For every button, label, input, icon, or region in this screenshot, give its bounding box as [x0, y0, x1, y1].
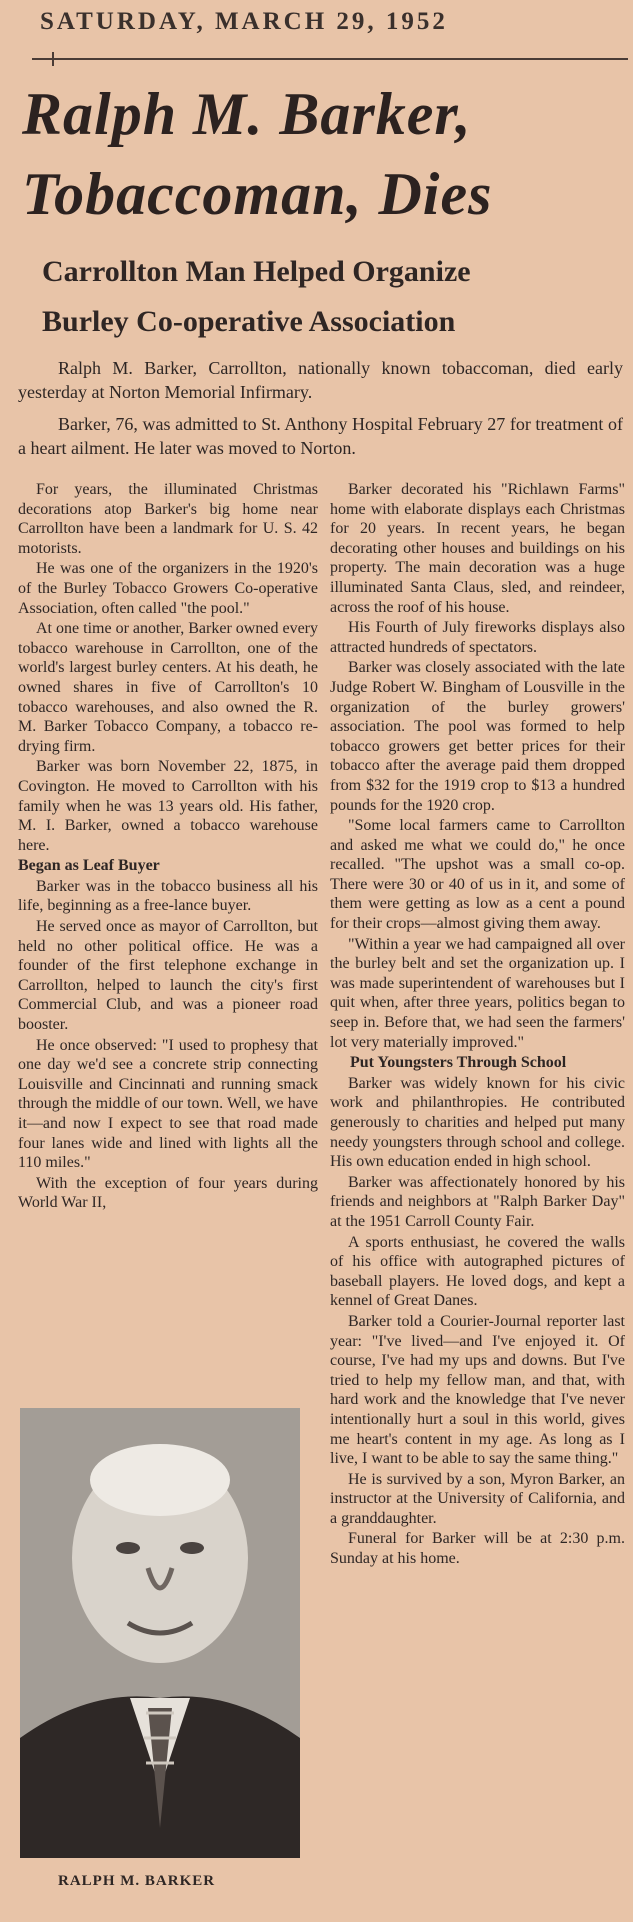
article-paragraph: "Within a year we had campaigned all over the burley belt and set the organization up. I was made superintendent of warehouses but I quit when, after three years, politics began to seep in. Before that, we had seen the farmers' lot very materially improved.": [330, 935, 625, 1051]
article-paragraph: He once observed: "I used to prophesy that one day we'd see a concrete strip connecting Louisville and Cincinnati and running smack through the middle of our town. Well, we have it—and now I expect to see that road made four lanes wide and lined with lights all the 110 miles.": [18, 1036, 318, 1172]
left-column: [18, 480, 318, 1214]
article-paragraph: He served once as mayor of Carrollton, but held no other political office. He was a founder of the first telephone exchange in Carrollton, helped to launch the city's first Commercial Club, and was a pioneer road booster.: [18, 918, 318, 1034]
article-paragraph: A sports enthusiast, he covered the walls of his office with autographed pictures of baseball players. He loved dogs, and kept a kennel of Great Danes.: [330, 1233, 625, 1310]
article-paragraph: "Some local farmers came to Carrollton and asked me what we could do," he once recalled. "The upshot was a small co-op. There were 30 or 40 of us in it, and some of them were getting as low as a cent a pound for their crops—almost giving them away.: [330, 817, 625, 933]
dateline: SATURDAY, MARCH 29, 1952: [40, 8, 448, 35]
section-heading: Put Youngsters Through School: [350, 1054, 567, 1072]
right-column: [330, 480, 625, 1570]
headline-line-1: Ralph M. Barker,: [22, 81, 472, 147]
lead-paragraph: Ralph M. Barker, Carrollton, nationally known tobaccoman, died early yesterday at Norton Memorial Infirmary.: [18, 358, 623, 402]
lead-paragraphs: [18, 356, 623, 468]
article-paragraph: Funeral for Barker will be at 2:30 p.m. Sunday at his home.: [330, 1530, 625, 1568]
section-heading: Began as Leaf Buyer: [18, 857, 160, 875]
lead-paragraph: Barker, 76, was admitted to St. Anthony Hospital February 27 for treatment of a heart ailment. He later was moved to Norton.: [18, 414, 623, 458]
headline-line-2: Tobaccoman, Dies: [22, 161, 493, 227]
article-paragraph: Barker decorated his "Richlawn Farms" home with elaborate displays each Christmas for 20 years. In recent years, he began decorating other houses and buildings on his property. The main decoration was a huge illuminated Santa Claus, sled, and reindeer, across the roof of his house.: [330, 481, 625, 616]
portrait-photo: [20, 1408, 300, 1858]
article-paragraph: Barker was born November 22, 1875, in Covington. He moved to Carrollton with his family when he was 13 years old. His father, M. I. Barker, owned a tobacco warehouse here.: [18, 758, 318, 854]
article-paragraph: His Fourth of July fireworks displays also attracted hundreds of spectators.: [330, 619, 625, 656]
article-paragraph: For years, the illuminated Christmas decorations atop Barker's big home near Carrollton have been a landmark for U. S. 42 motorists.: [18, 481, 318, 557]
article-paragraph: Barker was widely known for his civic work and philanthropies. He contributed generously to charities and helped put many needy youngsters through school and college. His own education ended in high school.: [330, 1074, 625, 1171]
article-paragraph: He is survived by a son, Myron Barker, an instructor at the University of California, and a granddaughter.: [330, 1470, 625, 1527]
subhead-line-2: Burley Co-operative Association: [42, 305, 456, 338]
article-paragraph: Barker was closely associated with the late Judge Robert W. Bingham of Lousville in the organization of the burley growers' association. The pool was formed to help tobacco growers get better prices for their tobacco after the average paid them dropped from $32 for the 1919 crop to $13 a hundred pounds for the 1920 crop.: [330, 659, 625, 814]
top-rule-divider: [32, 58, 628, 60]
article-paragraph: At one time or another, Barker owned every tobacco warehouse in Carrollton, one of the world's largest burley centers. At his death, he owned shares in five of Carrollton's 10 tobacco warehouses, and also owned the R. M. Barker Tobacco Company, a tobacco re-drying firm.: [18, 620, 318, 755]
article-paragraph: He was one of the organizers in the 1920's of the Burley Tobacco Growers Co-operative Association, often called "the pool.": [18, 560, 318, 617]
portrait-illustration: [20, 1408, 300, 1858]
article-paragraph: Barker was in the tobacco business all his life, beginning as a free-lance buyer.: [18, 877, 318, 915]
subhead-line-1: Carrollton Man Helped Organize: [42, 255, 471, 288]
photo-caption: RALPH M. BARKER: [58, 1873, 216, 1889]
article-paragraph: With the exception of four years during World War II,: [18, 1174, 318, 1212]
article-paragraph: Barker was affectionately honored by his friends and neighbors at "Ralph Barker Day" at the 1951 Carroll County Fair.: [330, 1173, 625, 1230]
article-paragraph: Barker told a Courier-Journal reporter last year: "I've lived—and I've enjoyed it. Of course, I've had my ups and downs. But I've tried to help my fellow man, and that, with hard work and the knowledge that I've never intentionally hurt a soul in this world, gives me heart's content in my age. As long as I live, I want to be able to say the same thing.": [330, 1312, 625, 1468]
